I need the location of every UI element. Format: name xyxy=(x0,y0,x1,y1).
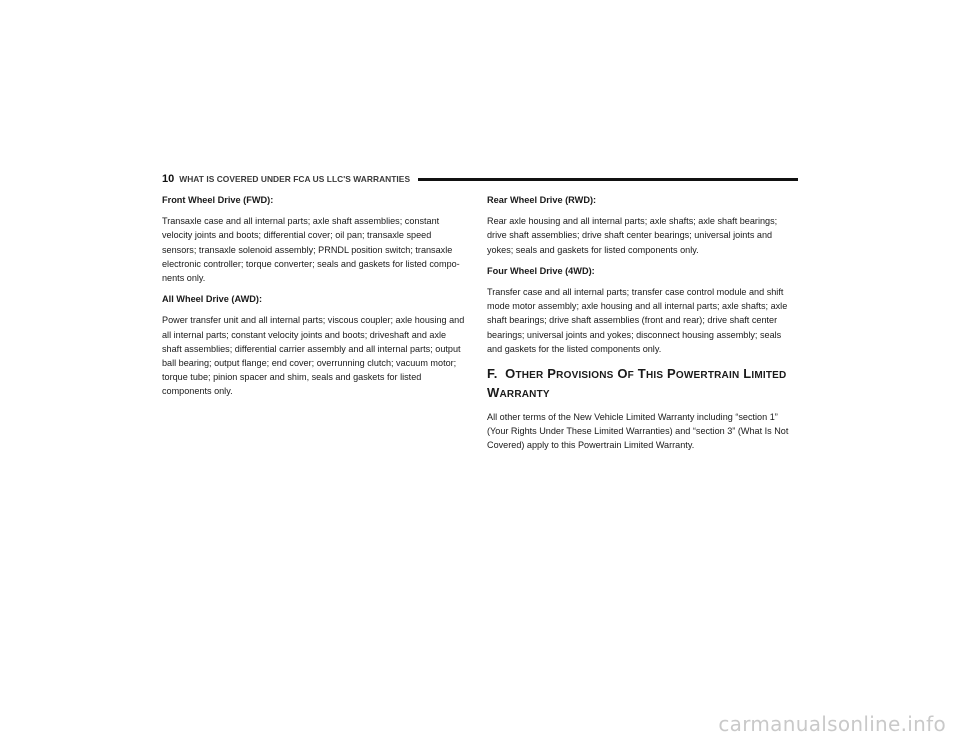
rwd-heading: Rear Wheel Drive (RWD): xyxy=(487,195,597,205)
section-title-text xyxy=(487,366,786,400)
right-column xyxy=(487,193,798,460)
title-initial: O xyxy=(617,366,628,382)
title-initial: L xyxy=(743,366,752,382)
title-rest: ROVISIONS xyxy=(556,370,614,382)
title-initial: T xyxy=(637,366,646,382)
fourwd-text: Transfer case and all internal parts; transfer case control module and shift mode motor assembly; axle housing and all internal parts; axle shafts; axle shaft bearings; drive shaft assemblies (front and rear); drive shaft center bearings; universal joints and yokes; disconnect housing assembly; seals and gaskets for the listed components only. xyxy=(487,287,788,354)
page-header xyxy=(162,172,798,186)
header-rule xyxy=(418,178,798,181)
watermark: carmanualsonline.info xyxy=(718,712,946,736)
title-initial: W xyxy=(487,385,500,401)
title-initial: P xyxy=(547,366,557,382)
left-column xyxy=(162,193,467,406)
title-rest: HIS xyxy=(645,370,664,382)
title-rest: IMITED xyxy=(751,370,787,382)
title-rest: THER xyxy=(515,370,544,382)
awd-heading: All Wheel Drive (AWD): xyxy=(162,294,263,305)
section-letter: F. xyxy=(487,366,498,382)
section-f-title xyxy=(487,365,798,403)
fwd-heading: Front Wheel Drive (FWD): xyxy=(162,195,274,205)
title-initial: O xyxy=(505,366,516,382)
section-f-text: All other terms of the New Vehicle Limited Warranty including “section 1” (Your Rights Under These Limited Warranties) and “section 3” (What Is Not Covered) apply to this Powertrain Limited Warranty. xyxy=(487,412,789,451)
fourwd-heading: Four Wheel Drive (4WD): xyxy=(487,265,595,276)
title-rest: F xyxy=(627,370,634,382)
fwd-text: Transaxle case and all internal parts; axle shaft assemblies; constant velocity joints and boots; differential cover; oil pan; transaxle speed sensors; transaxle solenoid assembly; PRNDL position switch; transaxle electronic controller; torque converter; seals and gaskets for listed compo-nents only. xyxy=(162,216,460,284)
awd-text: Power transfer unit and all internal parts; viscous coupler; axle housing and all internal parts; constant velocity joints and boots; driveshaft and axle shaft assemblies; differential carrier assembly and all internal parts; output ball bearing; output flange; end cover; overrunning clutch; vacuum motor; torque tube; pinion spacer and shim, seals and gaskets for listed components only. xyxy=(162,315,465,397)
title-rest: OWERTRAIN xyxy=(675,370,740,382)
title-rest: ARRANTY xyxy=(499,389,550,401)
rwd-text: Rear axle housing and all internal parts; axle shafts; axle shaft bearings; drive shaft assemblies; drive shaft center bearings; universal joints and yokes; seals and gaskets for listed components only. xyxy=(487,216,778,255)
title-initial: P xyxy=(667,366,676,382)
page-number: 10 xyxy=(162,173,175,185)
running-title: WHAT IS COVERED UNDER FCA US LLC'S WARRANTIES xyxy=(179,174,411,184)
